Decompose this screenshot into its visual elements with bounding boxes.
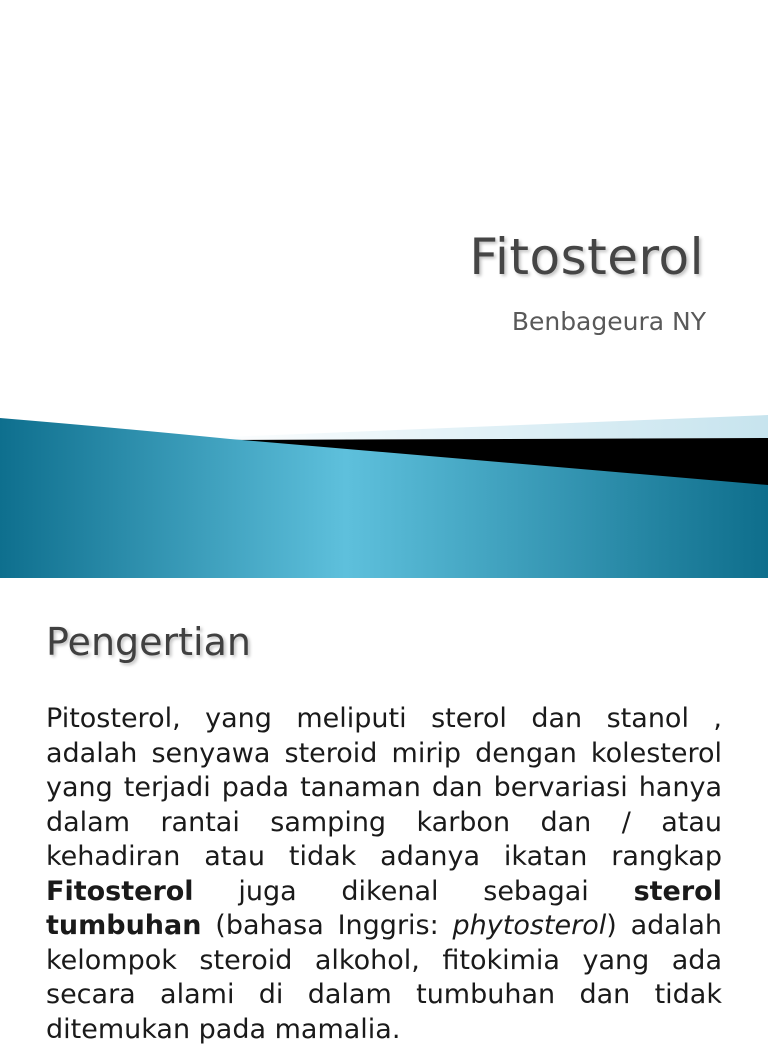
pale-band xyxy=(200,415,768,440)
body-text: (bahasa Inggris: xyxy=(201,910,453,941)
body-paragraph xyxy=(46,702,722,1047)
slide-subtitle: Benbageura NY xyxy=(511,307,706,336)
slide-heading: Pengertian xyxy=(46,620,251,664)
body-text: ) adalah kelompok steroid alkohol, fitokimia yang ada secara alami di dalam tumbuhan dan tidak ditemukan pada mamalia. xyxy=(46,910,722,1045)
slide-title: Fitosterol xyxy=(469,228,704,286)
term-fitosterol: Fitosterol xyxy=(46,875,194,907)
decorative-swoosh xyxy=(0,410,768,578)
content-slide xyxy=(0,578,768,1045)
body-text: Pitosterol, yang meliputi sterol dan stanol , adalah senyawa steroid mirip dengan kolesterol yang terjadi pada tanaman dan bervariasi hanya dalam rantai samping karbon dan / atau kehadiran atau tidak adanya ikatan rangkap xyxy=(46,703,722,872)
term-sterol-tumbuhan: sterol tumbuhan xyxy=(46,875,722,941)
body-text: juga dikenal sebagai xyxy=(193,875,634,907)
term-phytosterol: phytosterol xyxy=(452,910,607,941)
